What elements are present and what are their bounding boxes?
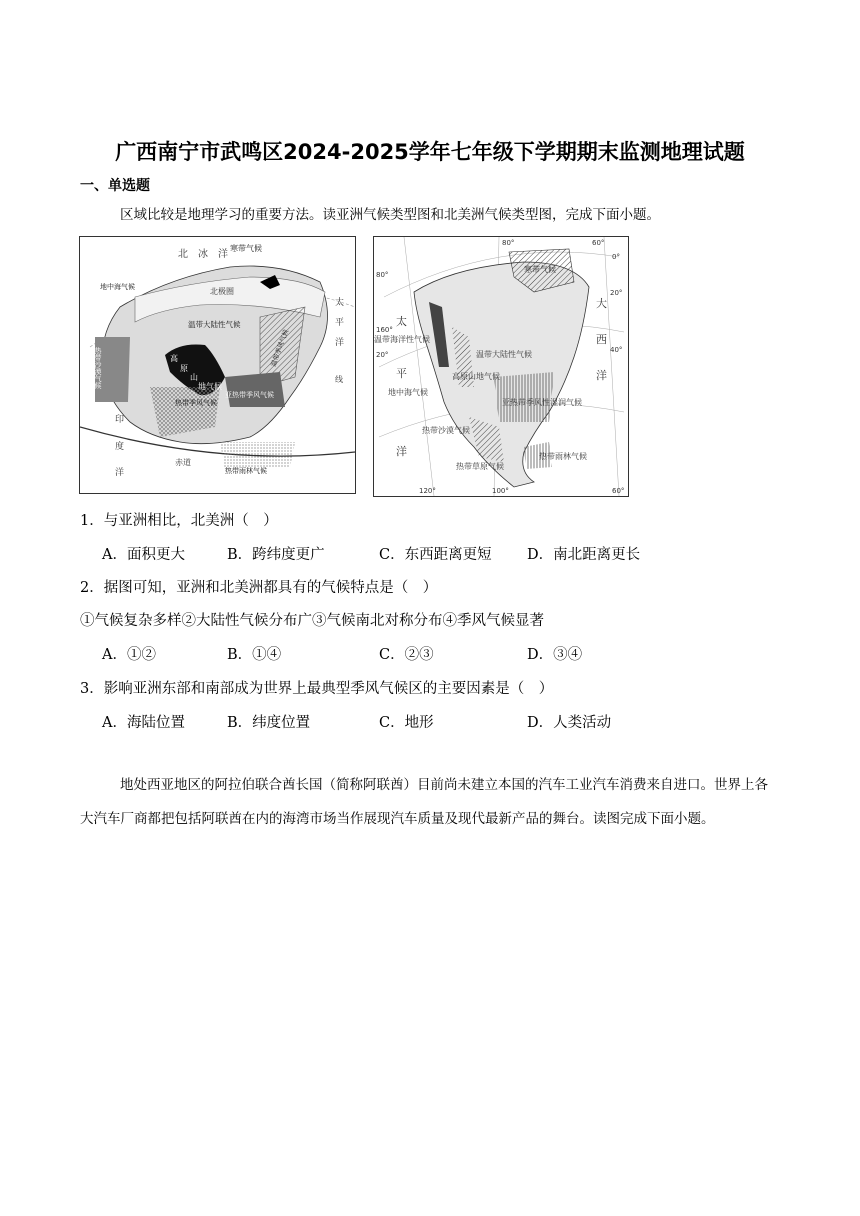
na-lat-20b: 20° — [376, 351, 389, 359]
na-continental-label: 温带大陆性气候 — [476, 350, 532, 359]
asia-pacific-char-3: 洋 — [335, 338, 345, 348]
q1-option-d[interactable]: D．南北距离更长 — [527, 547, 641, 563]
asia-cold-label: 寒带气候 — [230, 244, 262, 253]
na-cold-label: 寒带气候 — [524, 265, 556, 274]
asia-highland-char-4: 地气候 — [198, 382, 222, 391]
na-rainforest-label: 热带雨林气候 — [539, 452, 587, 461]
na-pacific-char-3: 洋 — [396, 445, 407, 458]
na-mediterranean-label: 地中海气候 — [388, 388, 428, 397]
na-pacific-char-1: 太 — [396, 315, 407, 328]
question-2-stem: 2．据图可知，亚洲和北美洲都具有的气候特点是（ ） — [80, 580, 438, 596]
q1-option-a[interactable]: A．面积更大 — [102, 547, 185, 563]
asia-arctic-ocean-label: 北 冰 洋 — [178, 249, 228, 260]
na-pacific-char-2: 平 — [396, 367, 407, 380]
q2-option-a[interactable]: A．①② — [102, 647, 156, 663]
reading-passage: 地处西亚地区的阿拉伯联合酋长国（简称阿联酋）目前尚未建立本国的汽车工业汽车消费来自进口。世界上各大汽车厂商都把包括阿联酋在内的海湾市场当作展现汽车质量及现代最新产品的舞台。读图完成下面小题。 — [80, 777, 768, 827]
na-marine-label: 温带海洋性气候 — [374, 335, 430, 344]
na-lon-80: 80° — [502, 239, 515, 247]
asia-indian-char-3: 洋 — [115, 468, 125, 478]
intro-text: 区域比较是地理学习的重要方法。读亚洲气候类型图和北美洲气候类型图，完成下面小题。 — [120, 207, 660, 223]
question-1-stem: 1．与亚洲相比，北美洲（ ） — [80, 513, 278, 529]
asia-temperate-monsoon-label: 温带季风气候 — [269, 328, 291, 368]
na-humid-subtropical-label: 亚热带季风性湿润气候 — [502, 398, 582, 407]
asia-highland-char-1: 高 — [170, 354, 178, 363]
q3-option-c[interactable]: C．地形 — [379, 715, 434, 731]
asia-arctic-circle-label: 北极圈 — [210, 287, 234, 296]
asia-indian-char-2: 度 — [115, 442, 125, 452]
question-3-stem: 3．影响亚洲东部和南部成为世界上最典型季风气候区的主要因素是（ ） — [80, 681, 554, 697]
na-lat-80: 80° — [376, 271, 389, 279]
asia-climate-map — [79, 236, 356, 494]
asia-temperate-continental-label: 温带大陆性气候 — [188, 320, 241, 329]
na-lon-60b: 60° — [612, 487, 625, 495]
q2-option-d[interactable]: D．③④ — [527, 647, 583, 663]
asia-highland-char-3: 山 — [190, 373, 198, 382]
question-2-statements: ①气候复杂多样②大陆性气候分布广③气候南北对称分布④季风气候显著 — [80, 613, 544, 629]
asia-tropical-monsoon-label: 热带季风气候 — [175, 399, 217, 407]
na-lat-40: 40° — [610, 346, 623, 354]
q2-option-c[interactable]: C．②③ — [379, 647, 434, 663]
na-lon-60: 60° — [592, 239, 605, 247]
asia-mediterranean-label: 地中海气候 — [100, 283, 135, 291]
q3-option-a[interactable]: A．海陆位置 — [102, 715, 185, 731]
q1-option-b[interactable]: B．跨纬度更广 — [227, 547, 325, 563]
na-desert-label: 热带沙漠气候 — [422, 426, 470, 435]
na-atlantic-char-3: 洋 — [596, 369, 607, 382]
na-savanna-label: 热带草原气候 — [456, 462, 504, 471]
q2-option-b[interactable]: B．①④ — [227, 647, 282, 663]
na-lon-120: 120° — [419, 487, 436, 495]
na-lon-160: 160° — [376, 326, 393, 334]
north-america-climate-map — [373, 236, 629, 497]
asia-indian-char-1: 印 — [115, 415, 125, 425]
asia-highland-char-2: 原 — [180, 364, 188, 373]
asia-tropical-rainforest-label: 热带雨林气候 — [225, 467, 267, 475]
asia-pacific-char-2: 平 — [335, 318, 345, 328]
q3-option-d[interactable]: D．人类活动 — [527, 715, 612, 731]
q3-option-b[interactable]: B．纬度位置 — [227, 715, 311, 731]
asia-pacific-char-1: 太 — [335, 298, 345, 308]
asia-subtropical-monsoon-label: 亚热带季风气候 — [225, 391, 274, 399]
q1-option-c[interactable]: C．东西距离更短 — [379, 547, 492, 563]
asia-equator-label: 赤道 — [175, 458, 191, 467]
na-lat-20: 20° — [610, 289, 623, 297]
section-heading: 一、单选题 — [80, 178, 150, 194]
asia-tropical-desert-label: 热带沙漠气候 — [94, 347, 102, 389]
na-atlantic-char-2: 西 — [596, 333, 607, 346]
na-highland-label: 高原山地气候 — [452, 372, 500, 381]
na-lon-100: 100° — [492, 487, 509, 495]
asia-tropic-label: 线 — [335, 375, 343, 384]
na-lat-0: 0° — [612, 253, 620, 261]
page-title: 广西南宁市武鸣区2024-2025学年七年级下学期期末监测地理试题 — [115, 140, 745, 164]
na-atlantic-char-1: 大 — [596, 297, 607, 310]
